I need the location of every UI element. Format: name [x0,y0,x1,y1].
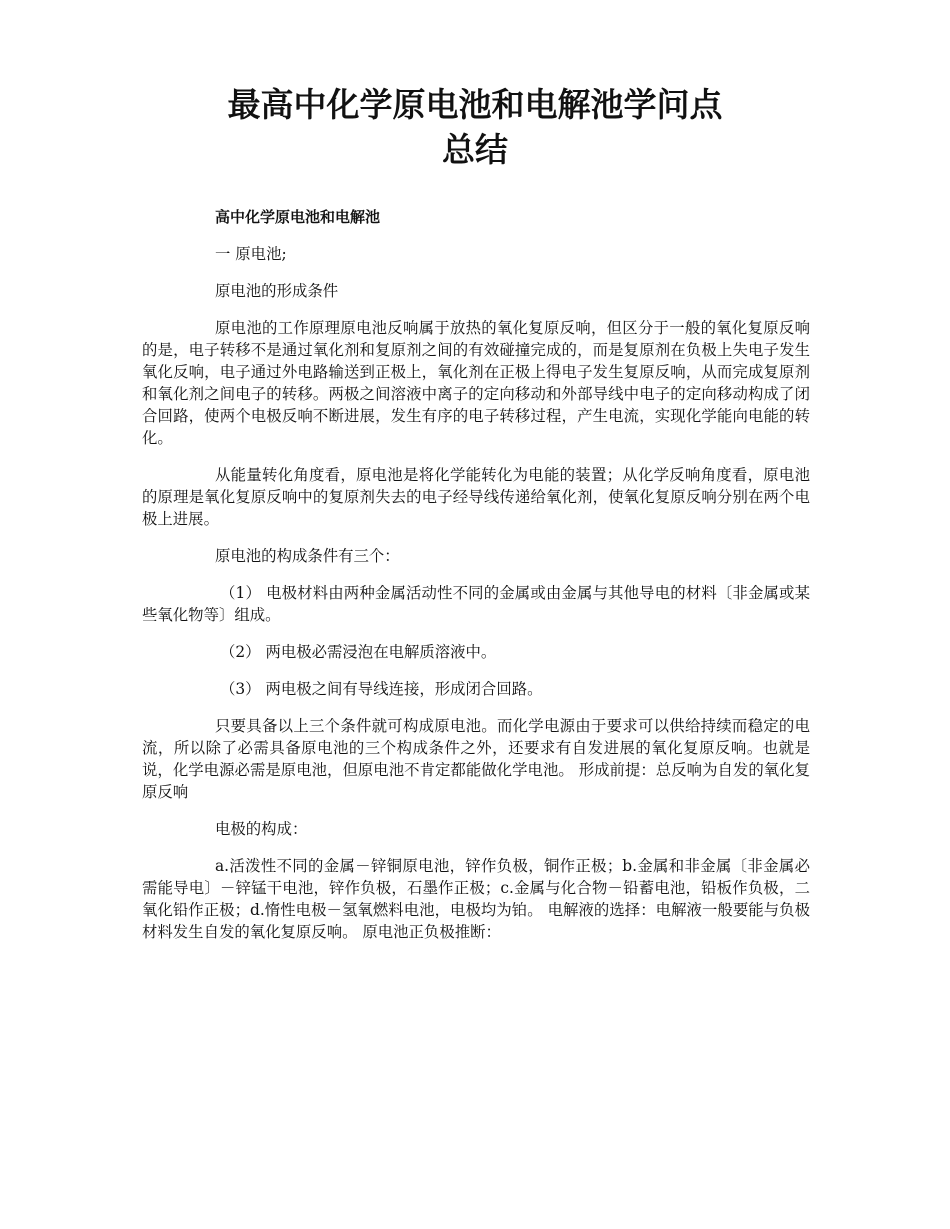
electrode-composition-heading: 电极的构成： [215,820,308,838]
title-line-2: 总结 [442,130,508,169]
three-conditions-intro: 原电池的构成条件有三个： [215,547,400,565]
document-body [142,206,810,958]
section-heading-primary-battery: 一 原电池; [215,245,287,263]
condition-item-1: （1） 电极材料由两种金属活动性不同的金属或由金属与其他导电的材料〔非金属或某些氧化物等〕组成。 [142,584,810,624]
working-principle-paragraph: 原电池的工作原理原电池反响属于放热的氧化复原反响，但区分于一般的氧化复原反响的是，电子转移不是通过氧化剂和复原剂之间的有效碰撞完成的，而是复原剂在负极上失电子发生氧化反响，电子通过外电路输送到正极上，氧化剂在正极上得电子发生复原反响，从而完成复原剂和氧化剂之间电子的转移。两极之间溶液中离子的定向移动和外部导线中电子的定向移动构成了闭合回路，使两个电极反响不断进展，发生有序的电子转移过程，产生电流，实现化学能向电能的转化。 [142,319,810,447]
formation-conditions-heading: 原电池的形成条件 [215,282,339,300]
chemical-power-paragraph: 只要具备以上三个条件就可构成原电池。而化学电源由于要求可以供给持续而稳定的电流，所以除了必需具备原电池的三个构成条件之外，还要求有自发进展的氧化复原反响。也就是说，化学电源必需是原电池，但原电池不肯定都能做化学电池。 形成前提：总反响为自发的氧化复原反响 [142,717,810,801]
condition-item-3: （3） 两电极之间有导线连接，形成闭合回路。 [220,680,543,698]
energy-conversion-paragraph: 从能量转化角度看，原电池是将化学能转化为电能的装置；从化学反响角度看，原电池的原理是氧化复原反响中的复原剂失去的电子经导线传递给氧化剂，使氧化复原反响分别在两个电极上进展。 [142,466,810,528]
section-subheading: 高中化学原电池和电解池 [215,208,381,226]
document-title [0,82,950,172]
electrode-types-paragraph: a.活泼性不同的金属－锌铜原电池，锌作负极，铜作正极；b.金属和非金属〔非金属必需能导电〕－锌锰干电池，锌作负极，石墨作正极；c.金属与化合物－铅蓄电池，铅板作负极，二氧化铅作正极；d.惰性电极－氢氧燃料电池，电极均为铂。 电解液的选择：电解液一般要能与负极材料发生自发的氧化复原反响。 原电池正负极推断： [142,857,810,941]
title-line-1: 最高中化学原电池和电解池学问点 [227,85,723,124]
condition-item-2: （2） 两电极必需浸泡在电解质溶液中。 [220,643,497,661]
